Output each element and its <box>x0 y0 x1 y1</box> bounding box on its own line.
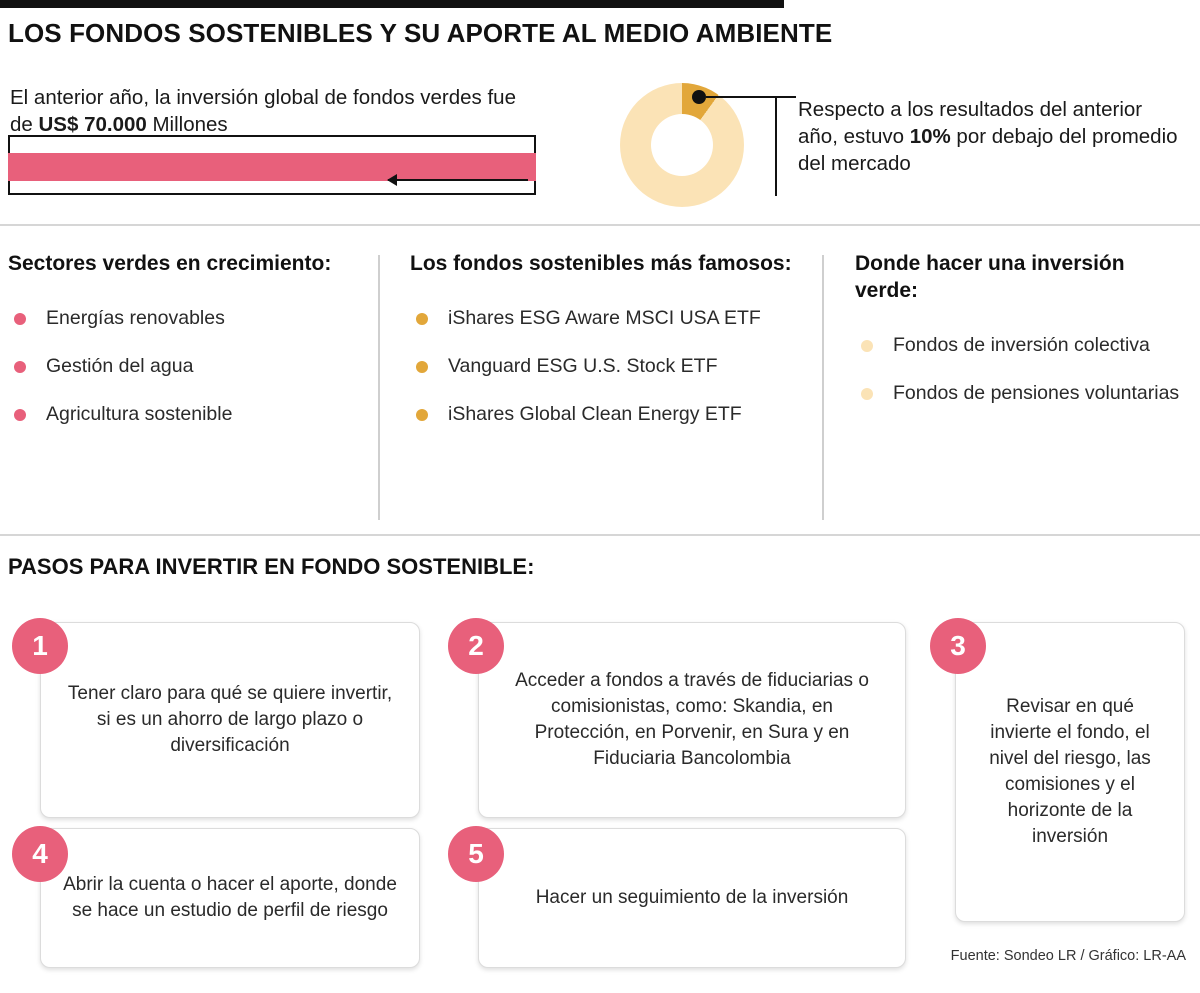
list-item-label: Fondos de inversión colectiva <box>893 334 1150 356</box>
list-item <box>8 305 368 331</box>
page-title: LOS FONDOS SOSTENIBLES Y SU APORTE AL MEDIO AMBIENTE <box>8 18 833 48</box>
column-where-to-invest <box>855 250 1185 518</box>
list-where-to-invest <box>855 332 1185 406</box>
step-badge-5: 5 <box>448 826 504 882</box>
list-item <box>855 332 1185 358</box>
column-green-sectors <box>8 250 368 518</box>
step-badge-1: 1 <box>12 618 68 674</box>
lead-text-part1: El anterior año, la inversión global de fondos verdes fue de <box>10 86 516 136</box>
list-item-label: Gestión del agua <box>46 355 194 377</box>
steps-heading: PASOS PARA INVERTIR EN FONDO SOSTENIBLE: <box>8 554 535 579</box>
donut-text-part2: por debajo del promedio del mercado <box>798 125 1178 175</box>
list-item <box>410 305 810 331</box>
list-item <box>410 401 810 427</box>
step-card-text: Hacer un seguimiento de la inversión <box>535 887 849 908</box>
list-famous-funds <box>410 305 810 427</box>
lead-text-part2: Millones <box>146 113 228 136</box>
list-green-sectors <box>8 305 368 427</box>
investment-bar <box>8 135 538 197</box>
lead-text-amount: US$ 70.000 <box>38 113 147 136</box>
step-card-2 <box>478 622 906 818</box>
columns-section <box>0 250 1200 522</box>
donut-leader-horizontal <box>706 96 796 98</box>
step-card-text: Abrir la cuenta o hacer el aporte, donde se hace un estudio de perfil de riesgo <box>63 874 397 921</box>
bullet-dot-icon <box>14 409 26 421</box>
bullet-dot-icon <box>14 313 26 325</box>
top-section <box>0 78 1200 213</box>
bullet-dot-icon <box>416 361 428 373</box>
donut-ring <box>620 83 744 207</box>
step-badge-2: 2 <box>448 618 504 674</box>
step-card-text: Tener claro para qué se quiere invertir, si es un ahorro de largo plazo o diversificación <box>67 683 393 756</box>
bar-arrow-icon <box>388 179 528 181</box>
step-card-4 <box>40 828 420 968</box>
list-item-label: Vanguard ESG U.S. Stock ETF <box>448 355 718 377</box>
list-item-label: Fondos de pensiones voluntarias <box>893 382 1180 404</box>
source-credit: Fuente: Sondeo LR / Gráfico: LR-AA <box>950 948 1186 964</box>
divider-top <box>0 224 1200 226</box>
list-item <box>410 353 810 379</box>
step-badge-3: 3 <box>930 618 986 674</box>
column-heading-1: Sectores verdes en crecimiento: <box>8 252 332 275</box>
step-card-text: Revisar en qué invierte el fondo, el nivel del riesgo, las comisiones y el horizonte de la inversión <box>989 696 1151 847</box>
list-item-label: iShares Global Clean Energy ETF <box>448 403 742 425</box>
list-item <box>8 353 368 379</box>
column-famous-funds <box>410 250 810 518</box>
bullet-dot-icon <box>861 388 873 400</box>
bullet-dot-icon <box>14 361 26 373</box>
list-item-label: Agricultura sostenible <box>46 403 233 425</box>
investment-lead-text <box>10 84 530 138</box>
step-card-text: Acceder a fondos a través de fiduciarias o comisionistas, como: Skandia, en Protección, en Porvenir, en Sura y en Fiduciaria Bancolombia <box>515 670 869 769</box>
step-card-1 <box>40 622 420 818</box>
list-item-label: iShares ESG Aware MSCI USA ETF <box>448 307 761 329</box>
column-heading-3: Donde hacer una inversión verde: <box>855 252 1125 302</box>
step-card-3 <box>955 622 1185 922</box>
donut-chart <box>620 78 770 208</box>
donut-leader-vertical <box>775 96 777 196</box>
list-item-label: Energías renovables <box>46 307 225 329</box>
bullet-dot-icon <box>861 340 873 352</box>
bar-fill <box>8 153 536 181</box>
step-badge-4: 4 <box>12 826 68 882</box>
donut-description <box>798 96 1178 177</box>
top-rule <box>0 0 784 8</box>
donut-text-part1: Respecto a los resultados del anterior año, estuvo <box>798 98 1143 148</box>
donut-text-percent: 10% <box>909 125 951 148</box>
list-item <box>855 380 1185 406</box>
bullet-dot-icon <box>416 313 428 325</box>
column-heading-2: Los fondos sostenibles más famosos: <box>410 252 792 275</box>
divider-bottom <box>0 534 1200 536</box>
donut-marker-icon <box>692 90 706 104</box>
step-card-5 <box>478 828 906 968</box>
bullet-dot-icon <box>416 409 428 421</box>
list-item <box>8 401 368 427</box>
